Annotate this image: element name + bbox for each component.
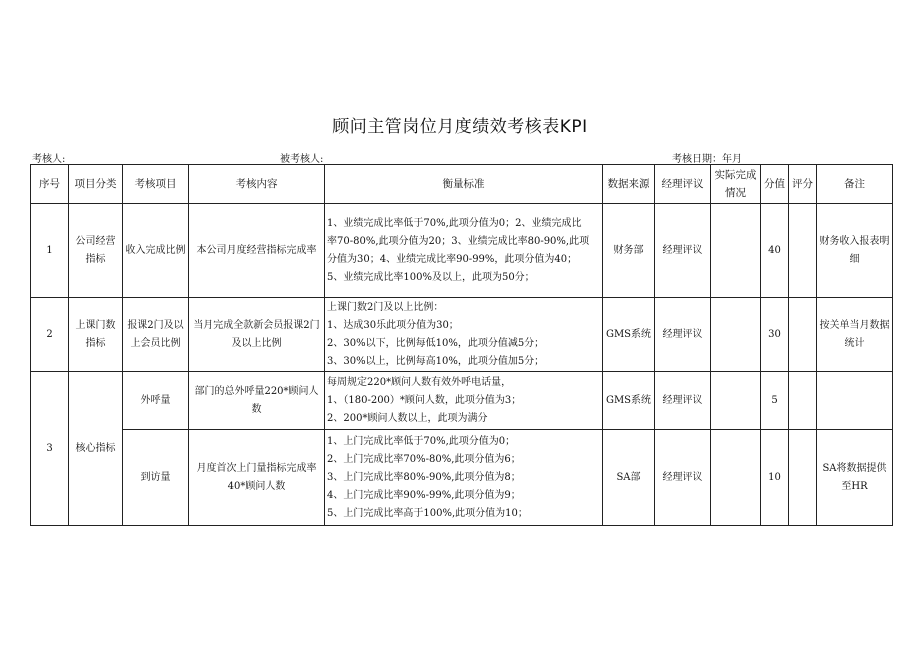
cell-remarks: SA将数据提供至HR	[817, 430, 893, 526]
cell-rating	[789, 372, 817, 430]
cell-standard	[325, 298, 603, 372]
standard-line: 5、业绩完成比率100%及以上，此项为50分；	[327, 271, 535, 283]
cell-seq: 3	[31, 372, 69, 526]
header-review: 经理评议	[655, 165, 711, 204]
header-category: 项目分类	[69, 165, 123, 204]
cell-review: 经理评议	[655, 430, 711, 526]
header-source: 数据来源	[603, 165, 655, 204]
cell-score: 5	[761, 372, 789, 430]
cell-item: 报课2门及以上会员比例	[123, 298, 189, 372]
standard-line: 5、上门完成比率高于100%,此项分值为10；	[327, 507, 528, 519]
standard-line: 1、达成30乐此项分值为30；	[327, 319, 459, 331]
cell-remarks	[817, 372, 893, 430]
standard-line: 2、上门完成比率70%-80%,此项分值为6；	[327, 453, 521, 465]
cell-category: 上课门数指标	[69, 298, 123, 372]
cell-rating	[789, 430, 817, 526]
cell-source: 财务部	[603, 204, 655, 298]
cell-remarks: 财务收入报表明细	[817, 204, 893, 298]
assessee-label: 被考核人:	[280, 154, 324, 165]
assessor-label: 考核人:	[32, 154, 66, 165]
cell-source: SA部	[603, 430, 655, 526]
standard-line: 1、上门完成比率低于70%,此项分值为0；	[327, 435, 516, 447]
cell-score: 40	[761, 204, 789, 298]
header-score: 分值	[761, 165, 789, 204]
cell-content: 月度首次上门量指标完成率40*顾问人数	[189, 430, 325, 526]
header-item: 考核项目	[123, 165, 189, 204]
cell-item: 到访量	[123, 430, 189, 526]
cell-actual	[711, 298, 761, 372]
cell-score: 30	[761, 298, 789, 372]
cell-standard	[325, 372, 603, 430]
standard-line: 1、业绩完成比率低于70%,此项分值为0；2、业绩完成比	[327, 217, 582, 229]
standard-line: 每周规定220*顾问人数有效外呼电话量，	[327, 376, 512, 388]
cell-remarks: 按关单当月数据统计	[817, 298, 893, 372]
date-label: 考核日期：年月	[672, 154, 742, 165]
cell-category: 核心指标	[69, 372, 123, 526]
kpi-table	[30, 164, 893, 526]
standard-line: 上课门数2门及以上比例：	[327, 301, 444, 313]
standard-line: 3、上门完成比率80%-90%,此项分值为8；	[327, 471, 521, 483]
cell-standard	[325, 430, 603, 526]
table-row	[31, 372, 893, 430]
header-rating: 评分	[789, 165, 817, 204]
header-standard: 衡量标准	[325, 165, 603, 204]
table-row	[31, 204, 893, 298]
cell-category: 公司经营指标	[69, 204, 123, 298]
standard-line: 1、（180-200）*顾问人数，此项分值为3；	[327, 394, 522, 406]
page-title: 顾问主管岗位月度绩效考核表KPI	[332, 117, 588, 137]
cell-item: 收入完成比例	[123, 204, 189, 298]
header-content: 考核内容	[189, 165, 325, 204]
cell-content: 当月完成全款新会员报课2门及以上比例	[189, 298, 325, 372]
standard-line: 2、200*顾问人数以上，此项为满分	[327, 412, 488, 424]
header-actual: 实际完成情况	[711, 165, 761, 204]
cell-seq: 1	[31, 204, 69, 298]
cell-source: GMS系统	[603, 298, 655, 372]
header-remarks: 备注	[817, 165, 893, 204]
cell-actual	[711, 430, 761, 526]
cell-standard	[325, 204, 603, 298]
cell-actual	[711, 204, 761, 298]
cell-review: 经理评议	[655, 204, 711, 298]
table-row	[31, 298, 893, 372]
standard-line: 分值为30；4、业绩完成比率90-99%，此项分值为40；	[327, 253, 578, 265]
standard-line: 率70-80%,此项分值为20；3、业绩完成比率80-90%,此项	[327, 235, 590, 247]
standard-line: 2、30%以下，比例每低10%，此项分值减5分；	[327, 337, 545, 349]
cell-actual	[711, 372, 761, 430]
cell-score: 10	[761, 430, 789, 526]
cell-review: 经理评议	[655, 372, 711, 430]
table-header-row	[31, 165, 893, 204]
standard-line: 4、上门完成比率90%-99%,此项分值为9；	[327, 489, 521, 501]
standard-line: 3、30%以上，比例每高10%，此项分值加5分；	[327, 355, 545, 367]
cell-item: 外呼量	[123, 372, 189, 430]
table-row	[31, 430, 893, 526]
header-seq: 序号	[31, 165, 69, 204]
cell-content: 部门的总外呼量220*顾问人数	[189, 372, 325, 430]
cell-review: 经理评议	[655, 298, 711, 372]
cell-seq: 2	[31, 298, 69, 372]
cell-rating	[789, 298, 817, 372]
cell-source: GMS系统	[603, 372, 655, 430]
cell-rating	[789, 204, 817, 298]
cell-content: 本公司月度经营指标完成率	[189, 204, 325, 298]
